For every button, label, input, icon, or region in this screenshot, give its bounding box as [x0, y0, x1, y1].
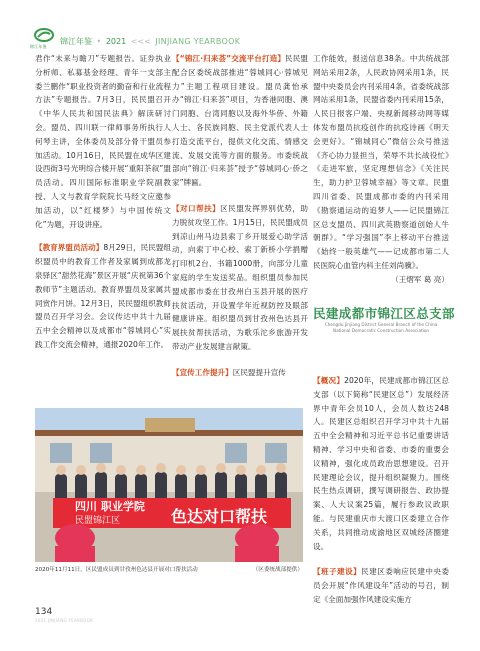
paragraph-text: 8月29日，民民盟组织盟员中的教育工作者及家属到成都龙泉驿区“甜然花海”景区开展“庆祝第36个教师节”主题活动。教育界盟员及家属共同赏作月饼。12月3日，民民盟组织教师盟员召开学习会。会议传达中共十九届五中全会精神以及成都市“蓉城同心”实践工作交流会精神，通报2020年工作。	[35, 243, 171, 349]
text-column-2	[172, 52, 308, 380]
banner-text-1: 四川 职业学院	[75, 500, 145, 513]
paragraph-text: 区民盟发挥界别优势，助力脱贫攻坚工作。1月15日，民民盟成员到凉山州马边县索丁乡开展爱心助学活动，向索丁中心校、索丁新桥小学捐赠打印机2台、书籍1000册，向部分儿童家庭的学生发送奖品。组织盟员参加民盟成都市委在甘孜州白玉县开展的医疗扶贫活动，开设置学年近视防控及眼部健康讲座。组织盟员到甘孜州色达县开展扶贫帮扶活动，为歌乐沱乡旅游开发带动产业发展建言献策。	[172, 203, 309, 351]
paragraph	[313, 374, 449, 553]
text-column-3-lower	[313, 374, 449, 607]
caption-text: 2020年11月11日，区民盟成员到甘孜州色达县开展对口帮扶活动	[35, 567, 198, 573]
section-tag: 【班子建设】	[313, 567, 362, 577]
section-title-cn: 民建成都市锦江区总支部	[313, 306, 455, 321]
section-tag: 【教育界盟员活动】	[35, 243, 104, 253]
paragraph	[172, 202, 308, 354]
section-tag: 【“锦江·归来荟”交流平台打造】	[172, 54, 286, 63]
section-tag: 【宣传工作提升】	[172, 367, 233, 377]
text-column-1	[35, 52, 171, 352]
header-year: 2021	[105, 37, 127, 46]
paragraph-text: 2020年，民建成都市锦江区总支部（以下简称“民建区总”）发展经济界中青年会员10人，会员人数达248人。民建区总组织召开学习中共十九届五中全会精神和习近平总书记重要讲话精神、学习中央和省委、市委的重要会议精神，强化成员政治思想建设。召开民建理论会议，提升组织凝聚力。围绕民生热点调研，撰写调研报告、政协提案、人大议案25篇，履行参政议政职能。与民建重庆市大渡口区委建立合作关系，共同推动成渝地区双城经济圈建设。	[313, 376, 450, 551]
caption-credit: （区委统战部提供）	[252, 567, 303, 573]
logo-icon	[34, 28, 54, 42]
footer-title-en: 2021 JINJIANG YEARBOOK	[35, 618, 93, 623]
paragraph-text: 工作能效，报送信息38条。中共统战部网站采用2条，人民政协网采用1条，民盟中央委员会内刊采用4条，省委统战部网站采用1条，民盟省委内刊采用15条，人民日报客户端、央视新闻移动网等媒体发布盟员抗疫创作的抗疫诗画《明天会更好》。“锦城同心”微信公众号推送《齐心协力显担当，荣辱不共长战役忙》《走进军旅，坚定理想信念》《关注民生，助力护卫蓉城幸福》等文章。民盟四川省委、民盟成都市委的内刊采用《勘察通运动的追梦人——记民盟锦江区总支盟员、四川武英勘察道创始人牛朝群》。“学习强国”李上移动平台推送《始终一般英雄气——记成都市第二人民医院心血管内科主任刘尚骥》。	[313, 54, 449, 270]
author-signature: （王熠军 葛 亮）	[391, 274, 449, 284]
section-heading	[313, 304, 455, 334]
header-title-cn: 锦江年鉴	[60, 37, 92, 46]
paragraph	[35, 241, 171, 351]
logo-text: 锦江年鉴	[30, 44, 47, 49]
event-photo	[35, 408, 303, 562]
header-title-en: JINJIANG YEARBOOK	[155, 37, 241, 46]
paragraph-text: 君作“未来与瞻刀”专题报告。证券执业分析师、私募基金经理、青年一支部主委兰鹏作“职业投资者的勤奋和行业流程方法”专题报告。7月3日，民民盟召开《中华人民共和国民法典》解读研讨会。盟员、四川联一律师事务所执行人何琴主讲，全体委员及部分骨干盟员参加活动。10月16日，民民盟在成华区建设西街3号光明综合楼开展“重阳茶叙”盟员活动。四川国际标准职业学院副教授、人文与教育学院院长马经文应邀参加活动，以“红楼梦》与中国传统文化”为题，开设讲座。	[35, 54, 171, 229]
header-dot: •	[96, 37, 102, 46]
paragraph	[172, 366, 308, 380]
paragraph-text: 区民盟提升宣传	[232, 367, 286, 377]
section-title-en-line2: National Democratic Construction Association	[332, 328, 430, 333]
header-separator: <<<	[130, 37, 151, 46]
text-column-3	[313, 52, 449, 287]
page-header	[0, 0, 480, 49]
paragraph	[313, 565, 449, 606]
paragraph	[35, 52, 171, 231]
paragraph	[313, 52, 449, 273]
page-number: 134	[35, 607, 53, 617]
paragraph	[172, 52, 308, 190]
banner-text-3: 民盟锦江区	[75, 516, 121, 526]
banner-text-2: 色达对口帮扶	[171, 507, 268, 526]
running-header	[60, 36, 240, 47]
paragraph-text: 民民盟配合区委统战部推进“蓉城同心·蓉城见力”主题工程项目建设。盟员龚怡承办“锦江·归来荟”项目，为香港同胞、澳门同胞、台湾同胞以及海外华侨、外籍人士、各民族同胞、民主党派代表人士打造交流平台，提供文化交流、情感交流、发展交流等方面的服务。市委统战部向“锦江·归来荟”授予“蓉城同心·侨之家”牌匾。	[172, 54, 308, 188]
section-tag: 【对口帮扶】	[172, 203, 221, 213]
section-tag: 【概况】	[313, 376, 345, 385]
section-title-en-line1: Chengdu Jinjiang District General Branch of the China	[324, 322, 438, 327]
photo-caption	[35, 565, 303, 573]
paragraph-text: 民建区委响应民建中央委员会开展“作风建设年”活动的号召，制定《全面加强作风建设实施方	[313, 567, 450, 604]
photo-illustration	[35, 408, 303, 562]
